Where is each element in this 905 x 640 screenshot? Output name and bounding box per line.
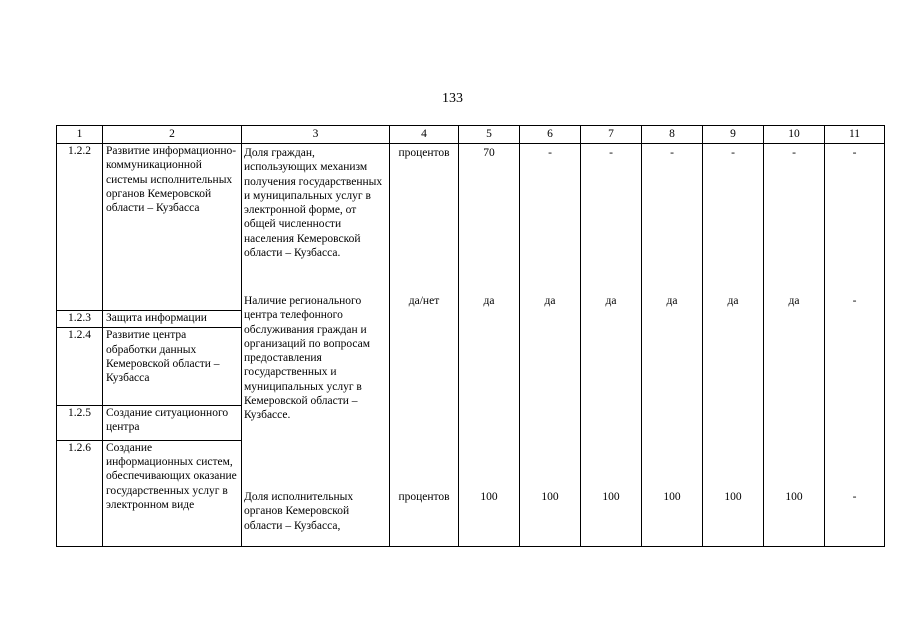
column-header: 9 [703,126,764,144]
column-header: 8 [642,126,703,144]
row-name: Развитие информационно-коммуникационной системы исполнительных органов Кемеровской области – Кузбасса [103,144,242,311]
indicators-table [56,125,885,547]
unit: процентов [398,147,450,159]
page-number: 133 [442,91,463,106]
unit-cell [390,144,459,547]
unit: да/нет [408,295,440,307]
value: - [852,491,857,503]
row-number: 1.2.5 [57,405,103,440]
indicator-cell [242,144,390,547]
column-header: 11 [825,126,885,144]
value: 70 [483,147,495,159]
value-cell [581,144,642,547]
value: 100 [541,491,559,503]
value: - [792,147,796,159]
value: - [731,147,735,159]
value: да [788,295,800,307]
row-number: 1.2.2 [57,144,103,311]
column-header: 6 [520,126,581,144]
value: - [548,147,552,159]
value: 100 [785,491,803,503]
value: - [670,147,674,159]
indicator-text: Доля исполнительных органов Кемеровской области – Кузбасса, [244,491,354,532]
column-header: 4 [390,126,459,144]
value: 100 [480,491,498,503]
column-header: 1 [57,126,103,144]
value: да [483,295,495,307]
value: 100 [663,491,681,503]
value: - [852,147,857,159]
value: да [666,295,678,307]
column-header: 3 [242,126,390,144]
column-header: 7 [581,126,642,144]
table-row [57,144,885,311]
row-number: 1.2.3 [57,311,103,328]
value: да [727,295,739,307]
column-header: 10 [764,126,825,144]
value-cell [642,144,703,547]
indicator-text: Доля граждан, использующих механизм получения государственных и муниципальных услуг в электронной форме, от общей численности населения Кемеровской области – Кузбасса. [244,147,383,260]
row-name: Создание ситуационного центра [103,405,242,440]
value-cell [764,144,825,547]
unit: процентов [398,491,450,503]
value: - [852,295,857,307]
column-header: 5 [459,126,520,144]
row-number: 1.2.4 [57,328,103,405]
value: да [605,295,617,307]
value-cell [825,144,885,547]
value: 100 [724,491,742,503]
value: 100 [602,491,620,503]
row-name: Создание информационных систем, обеспечивающих оказание государственных услуг в электронном виде [103,440,242,546]
indicator-text: Наличие регионального центра телефонного обслуживания граждан и организаций по вопросам предоставления государственных и муниципальных услуг в Кемеровской области – Кузбассе. [244,295,371,422]
value: - [609,147,613,159]
row-name: Защита информации [103,311,242,328]
value: да [544,295,556,307]
row-number: 1.2.6 [57,440,103,546]
column-header: 2 [103,126,242,144]
row-name: Развитие центра обработки данных Кемеровской области – Кузбасса [103,328,242,405]
value-cell [703,144,764,547]
value-cell [459,144,520,547]
header-row [57,126,885,144]
value-cell [520,144,581,547]
